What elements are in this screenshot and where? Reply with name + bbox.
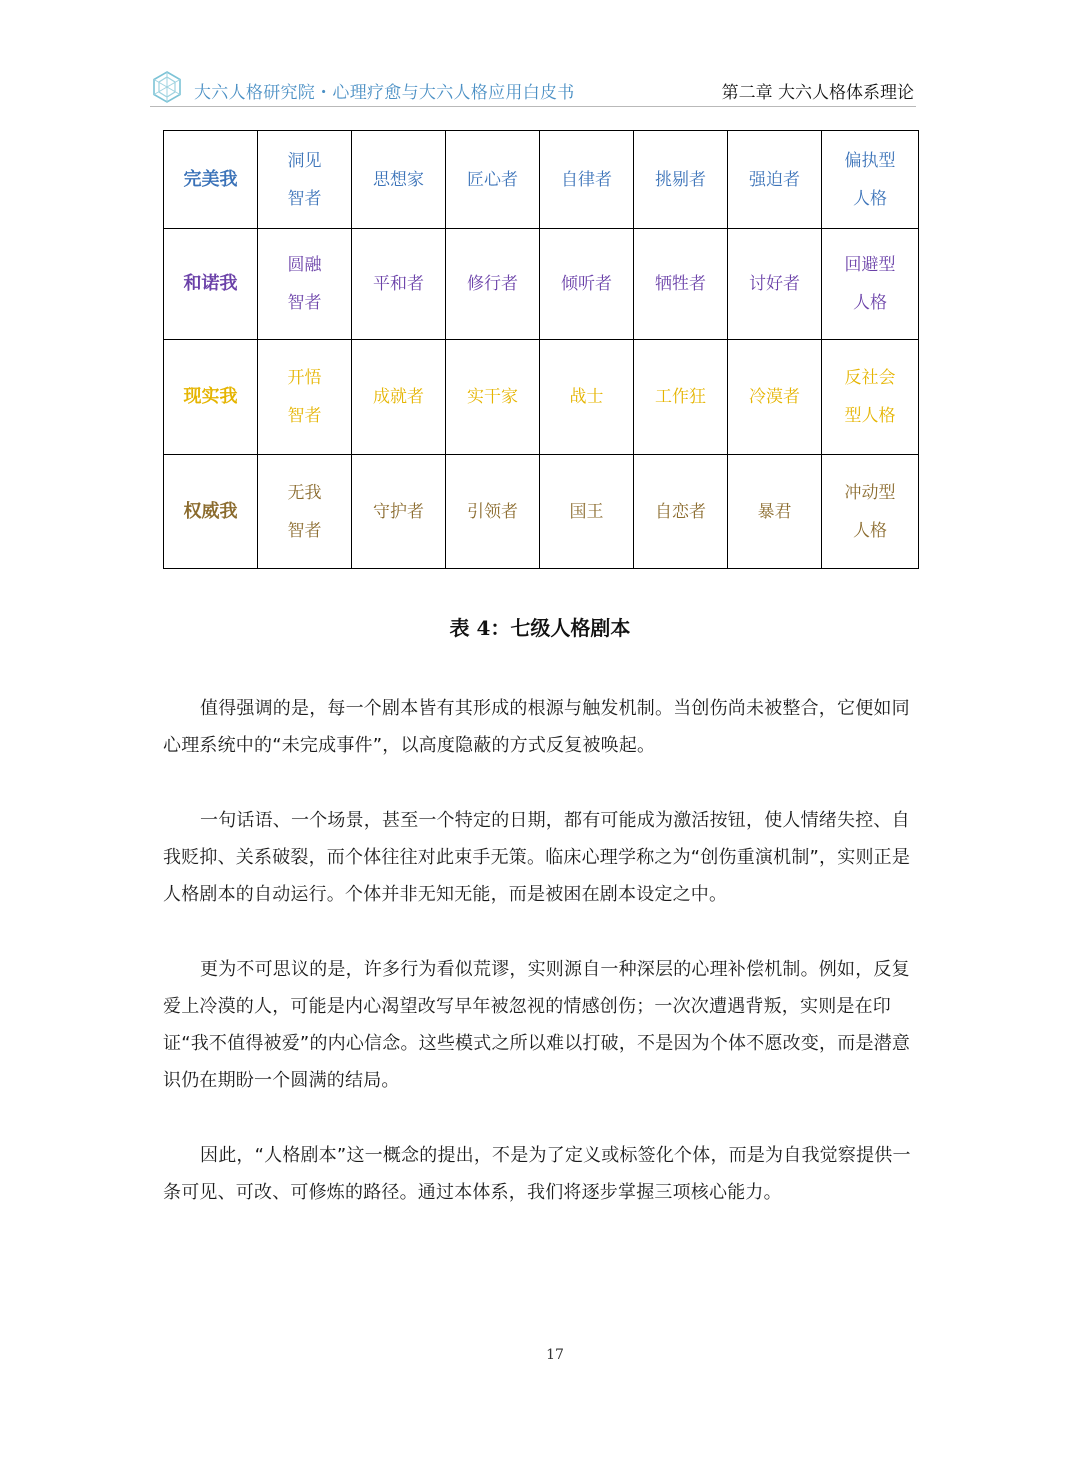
table-cell xyxy=(352,131,446,229)
cell-text: 暴君 xyxy=(757,501,792,522)
cell-text: 工作狂 xyxy=(655,387,706,407)
table-cell xyxy=(446,131,540,229)
cell-text: 实干家 xyxy=(467,387,518,407)
body-text xyxy=(163,690,919,1249)
cell-text: 战士 xyxy=(569,387,604,407)
table-cell xyxy=(540,229,634,340)
cell-text: 平和者 xyxy=(373,274,424,294)
cell-text: 牺牲者 xyxy=(655,274,706,294)
table-cell xyxy=(540,340,634,455)
cell-text: 匠心者 xyxy=(467,169,518,190)
crystal-logo-icon xyxy=(150,70,184,104)
table-cell xyxy=(446,229,540,340)
personality-script-table-wrapper xyxy=(163,130,918,569)
page-number: 17 xyxy=(546,1347,564,1363)
cell-text: 自恋者 xyxy=(655,501,706,522)
table-cell xyxy=(728,229,822,340)
cell-text: 洞见 xyxy=(287,150,322,171)
cell-text: 讨好者 xyxy=(749,274,800,294)
table-cell xyxy=(822,455,919,569)
cell-text: 偏执型 xyxy=(844,150,896,171)
cell-text: 智者 xyxy=(287,406,322,426)
cell-text: 型人格 xyxy=(844,406,896,426)
table-cell xyxy=(352,340,446,455)
cell-text: 守护者 xyxy=(373,501,424,522)
cell-text: 冲动型 xyxy=(844,482,896,503)
table-cell xyxy=(634,455,728,569)
row-header-cell: 现实我 xyxy=(164,340,258,455)
personality-script-table xyxy=(163,130,919,569)
table-cell xyxy=(822,340,919,455)
table-cell xyxy=(258,131,352,229)
table-cell xyxy=(634,340,728,455)
table-cell xyxy=(728,340,822,455)
paragraph: 值得强调的是，每一个剧本皆有其形成的根源与触发机制。当创伤尚未被整合，它便如同心理系统中的“未完成事件”，以高度隐蔽的方式反复被唤起。 xyxy=(163,698,910,756)
table-cell xyxy=(634,131,728,229)
cell-text: 反社会 xyxy=(844,368,896,388)
table-row xyxy=(164,340,919,455)
paragraph: 因此，“人格剧本”这一概念的提出，不是为了定义或标签化个体，而是为自我觉察提供一条可见、可改、可修炼的路径。通过本体系，我们将逐步掌握三项核心能力。 xyxy=(163,1145,911,1203)
cell-text: 开悟 xyxy=(287,368,322,388)
table-cell xyxy=(822,131,919,229)
cell-text: 回避型 xyxy=(844,255,896,275)
table-cell xyxy=(540,131,634,229)
row-header-cell: 权威我 xyxy=(164,455,258,569)
cell-text: 修行者 xyxy=(467,274,518,294)
table-row xyxy=(164,455,919,569)
table-row xyxy=(164,229,919,340)
table-cell xyxy=(446,455,540,569)
cell-text: 成就者 xyxy=(373,387,424,407)
cell-text: 圆融 xyxy=(287,255,322,275)
table-cell xyxy=(352,455,446,569)
header-divider xyxy=(150,106,916,107)
page-header xyxy=(150,68,916,110)
paragraph: 一句话语、一个场景，甚至一个特定的日期，都有可能成为激活按钮，使人情绪失控、自我贬抑、关系破裂，而个体往往对此束手无策。临床心理学称之为“创伤重演机制”，实则正是人格剧本的自动运行。个体并非无知无能，而是被困在剧本设定之中。 xyxy=(163,810,911,905)
row-header-cell: 和诺我 xyxy=(164,229,258,340)
cell-text: 智者 xyxy=(287,188,322,209)
chapter-title: 第二章 大六人格体系理论 xyxy=(721,83,914,103)
cell-text: 人格 xyxy=(853,520,887,541)
table-cell xyxy=(822,229,919,340)
table-cell xyxy=(258,340,352,455)
table-cell xyxy=(634,229,728,340)
table-cell xyxy=(728,131,822,229)
cell-text: 挑剔者 xyxy=(655,169,706,190)
cell-text: 冷漠者 xyxy=(749,387,800,407)
cell-text: 强迫者 xyxy=(749,169,800,190)
row-header-cell: 完美我 xyxy=(164,131,258,229)
cell-text: 思想家 xyxy=(373,169,424,190)
cell-text: 无我 xyxy=(287,482,322,503)
cell-text: 倾听者 xyxy=(561,274,612,294)
cell-text: 人格 xyxy=(853,188,887,209)
table-cell xyxy=(258,455,352,569)
document-title: 大六人格研究院・心理疗愈与大六人格应用白皮书 xyxy=(194,83,575,103)
table-cell xyxy=(728,455,822,569)
cell-text: 人格 xyxy=(853,293,887,313)
table-cell xyxy=(352,229,446,340)
table-caption: 表 4：七级人格剧本 xyxy=(449,616,631,640)
table-row xyxy=(164,131,919,229)
cell-text: 自律者 xyxy=(561,169,612,190)
paragraph: 更为不可思议的是，许多行为看似荒谬，实则源自一种深层的心理补偿机制。例如，反复爱上冷漠的人，可能是内心渴望改写早年被忽视的情感创伤；一次次遭遇背叛，实则是在印证“我不值得被爱”的内心信念。这些模式之所以难以打破，不是因为个体不愿改变，而是潜意识仍在期盼一个圆满的结局。 xyxy=(163,959,911,1091)
table-cell xyxy=(540,455,634,569)
table-cell xyxy=(446,340,540,455)
cell-text: 引领者 xyxy=(467,501,518,522)
table-cell xyxy=(258,229,352,340)
cell-text: 国王 xyxy=(569,501,604,522)
cell-text: 智者 xyxy=(287,520,322,541)
cell-text: 智者 xyxy=(287,293,322,313)
